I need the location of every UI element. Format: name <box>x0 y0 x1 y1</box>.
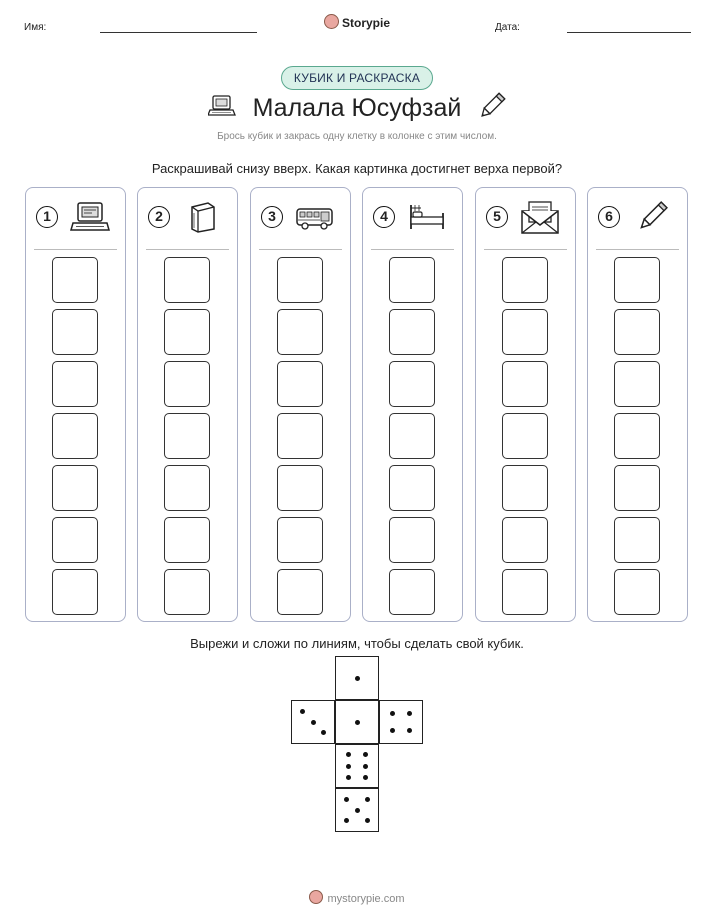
color-cell[interactable] <box>52 517 98 563</box>
color-cell[interactable] <box>614 569 660 615</box>
color-cell[interactable] <box>277 413 323 459</box>
dice-column-3 <box>250 187 351 622</box>
bed-icon <box>407 199 447 235</box>
column-number: 1 <box>36 206 58 228</box>
color-cell[interactable] <box>52 361 98 407</box>
column-number: 6 <box>598 206 620 228</box>
dice-pip <box>344 818 349 823</box>
bear-logo-icon <box>309 890 323 904</box>
color-cell[interactable] <box>164 309 210 355</box>
color-cell[interactable] <box>389 257 435 303</box>
page-subtitle: Брось кубик и закрась одну клетку в колонке с этим числом. <box>217 131 497 142</box>
color-cell[interactable] <box>277 569 323 615</box>
dice-face-6 <box>335 744 379 788</box>
dice-pip <box>355 808 360 813</box>
column-divider <box>259 249 342 250</box>
color-cell[interactable] <box>614 257 660 303</box>
date-line[interactable] <box>567 32 691 33</box>
color-cell[interactable] <box>52 413 98 459</box>
column-divider <box>596 249 679 250</box>
color-cell[interactable] <box>52 569 98 615</box>
school-bus-icon <box>295 199 335 235</box>
footer <box>0 890 714 905</box>
book-icon <box>182 199 222 235</box>
dice-pip <box>346 775 351 780</box>
color-cell[interactable] <box>502 413 548 459</box>
color-cell[interactable] <box>164 361 210 407</box>
dice-pip <box>355 720 360 725</box>
title-pencil-icon <box>478 91 506 121</box>
color-cell[interactable] <box>502 569 548 615</box>
color-cell[interactable] <box>502 465 548 511</box>
dice-pip <box>363 752 368 757</box>
color-cell[interactable] <box>614 517 660 563</box>
brand-name: Storypie <box>341 16 390 30</box>
activity-badge: КУБИК И РАСКРАСКА <box>0 66 714 90</box>
color-cell[interactable] <box>614 309 660 355</box>
color-cell[interactable] <box>277 309 323 355</box>
pencil-icon <box>632 199 672 235</box>
column-divider <box>371 249 454 250</box>
dice-pip <box>363 764 368 769</box>
envelope-letter-icon <box>520 199 560 235</box>
color-cell[interactable] <box>164 413 210 459</box>
dice-pip <box>346 752 351 757</box>
color-cell[interactable] <box>52 257 98 303</box>
coloring-instruction: Раскрашивай снизу вверх. Какая картинка достигнет верха первой? <box>151 161 563 176</box>
color-cell[interactable] <box>502 309 548 355</box>
color-cell[interactable] <box>52 309 98 355</box>
dice-pip <box>390 711 395 716</box>
color-cell[interactable] <box>277 257 323 303</box>
dice-pip <box>363 775 368 780</box>
dice-pip <box>407 711 412 716</box>
cut-instruction: Вырежи и сложи по линиям, чтобы сделать свой кубик. <box>190 636 524 651</box>
dice-pip <box>390 728 395 733</box>
column-number: 2 <box>148 206 170 228</box>
color-cell[interactable] <box>502 361 548 407</box>
color-cell[interactable] <box>502 257 548 303</box>
color-cell[interactable] <box>52 465 98 511</box>
dice-pip <box>346 764 351 769</box>
name-label: Имя: <box>24 22 47 33</box>
color-cell[interactable] <box>389 361 435 407</box>
dice-column-1 <box>25 187 126 622</box>
dice-pip <box>365 818 370 823</box>
dice-face-3 <box>291 700 335 744</box>
bear-logo-icon <box>324 14 339 29</box>
footer-url: mystorypie.com <box>327 893 405 905</box>
page-title: Малала Юсуфзай <box>252 94 462 122</box>
column-divider <box>484 249 567 250</box>
color-cell[interactable] <box>614 413 660 459</box>
brand-logo <box>0 14 714 30</box>
color-cell[interactable] <box>389 413 435 459</box>
color-cell[interactable] <box>164 257 210 303</box>
color-cell[interactable] <box>389 569 435 615</box>
dice-column-5 <box>475 187 576 622</box>
dice-column-2 <box>137 187 238 622</box>
laptop-icon <box>70 199 110 235</box>
column-number: 3 <box>261 206 283 228</box>
color-cell[interactable] <box>389 465 435 511</box>
column-number: 4 <box>373 206 395 228</box>
color-cell[interactable] <box>502 517 548 563</box>
dice-pip <box>311 720 316 725</box>
color-cell[interactable] <box>614 465 660 511</box>
dice-column-4 <box>362 187 463 622</box>
dice-column-6 <box>587 187 688 622</box>
dice-pip <box>300 709 305 714</box>
column-number: 5 <box>486 206 508 228</box>
dice-pip <box>321 730 326 735</box>
color-cell[interactable] <box>389 309 435 355</box>
color-cell[interactable] <box>164 465 210 511</box>
date-label: Дата: <box>495 22 520 33</box>
dice-pip <box>344 797 349 802</box>
color-cell[interactable] <box>164 517 210 563</box>
dice-face-4 <box>379 700 423 744</box>
dice-pip <box>407 728 412 733</box>
color-cell[interactable] <box>389 517 435 563</box>
dice-face-1 <box>335 656 379 700</box>
color-cell[interactable] <box>277 465 323 511</box>
column-divider <box>146 249 229 250</box>
color-cell[interactable] <box>164 569 210 615</box>
dice-face-5 <box>335 788 379 832</box>
color-cell[interactable] <box>277 517 323 563</box>
dice-pip <box>365 797 370 802</box>
dice-face-1 <box>335 700 379 744</box>
dice-pip <box>355 676 360 681</box>
color-cell[interactable] <box>614 361 660 407</box>
column-divider <box>34 249 117 250</box>
name-line[interactable] <box>100 32 257 33</box>
color-cell[interactable] <box>277 361 323 407</box>
